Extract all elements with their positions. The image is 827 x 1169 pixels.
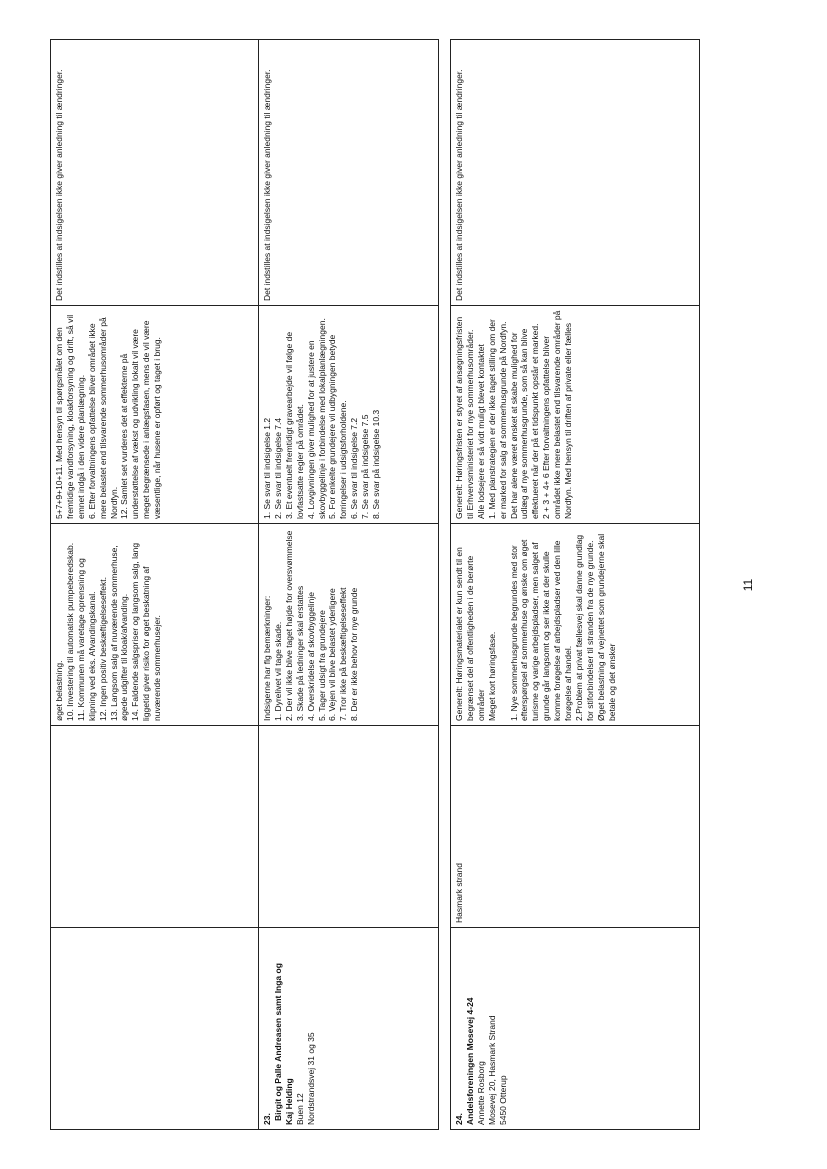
recommendation-cell: Det indstilles at indsigelsen ikke giver anledning til ændringer. <box>259 40 439 306</box>
objector-names: 24. Andelsforeningen Mosevej 4-24 <box>454 997 475 1125</box>
table-row <box>259 40 439 1130</box>
area-cell: Hasmark strand <box>451 726 700 928</box>
remarks-cell: øget belastning. 10. Investering til automatisk pumpeberedskab. 11. Kommunen må varetage oprensning og klipning ved eks. Afvandingskanal. 12. Ingen positiv beskæftigelseseffekt. 13. Langsom salg af nuværende sommerhuse, øgede udgifter til kloak/afvanding. 14. Faldende salgspriser og langsom salg, lang liggetid giver risiko for øget beskatning af nuværende sommerhusejer. <box>51 524 259 726</box>
objector-number: 23. <box>262 1113 272 1125</box>
recommendation-cell: Det indstilles at indsigelsen ikke giver anledning til ændringer. <box>451 40 700 306</box>
remarks-cell: Indsigerne har flg bemærkninger: 1. Dyrelivet vil tage skade. 2. Der vil ikke blive taget højde for oversvømmelse 3. Skade på ledninger skal erstattes 4. Overskridelse af skovbyggelinje 5. Tager udsigt fra grundejere 6. Vejen vil blive belastet yderligere 7. Tror ikke på beskæftigelseseffekt 8. Der er ikke behov for nye grunde <box>259 524 439 726</box>
hearing-table-bottom <box>450 39 700 1130</box>
area-cell <box>259 726 439 928</box>
name-cell <box>451 928 700 1130</box>
response-cell: 1. Se svar til indsigelse 1.2 2. Se svar til indsigelse 7.4 3. Et eventuelt fremtidigt gravearbejde vil følge de lovfastsatte regler på området. 4. Lovgivningen giver mulighed for at justere en skovbyggelinje i forbindelse med lokalplanlægningen. 5. For enkelte grundejere vil udbygningen betyde forringelser i udsigtsforholdene. 6. Se svar til indsigelse 7.2 7. Se svar på indsigelse 7.5 8. Se svar på indsigelse 10.3 <box>259 306 439 524</box>
rotated-page-content <box>50 40 730 1130</box>
remarks-cell: Generelt: Høringsmaterialet er kun sendt til en begrænset del af offentligheden i de berørte områder Meget kort høringsfase. 1. Nye sommerhusgrunde begrundes med stor efterspørgsel af sommerhuse og ønske om øget turisme og varige arbejdspladser, men salget af grunde går langsomt og ser ikke at der skulle komme forøgelse af arbejdspladser ved den lille forøgelse af handel. 2.Problem at privat fællesvej skal danne grundlag for stiforbindelser til stranden fra de nye grunde. Øget belastning af vejnettet som grundejerne skal betale og det ønsker <box>451 524 700 726</box>
objector-names: Birgit og Palle Andreasen samt Inga og <box>272 963 283 1121</box>
objector-address: Buen 12 Nordstrandsvej 31 og 35 <box>294 1032 316 1125</box>
area-cell <box>51 726 259 928</box>
table-row <box>451 40 700 1130</box>
page-number: 11 <box>741 578 755 592</box>
recommendation-cell: Det indstilles at indsigelsen ikke giver anledning til ændringer. <box>51 40 259 306</box>
name-cell <box>259 928 439 1130</box>
objector-address: Annette Rosborg Mosevej 20, Hasmark Strand 5450 Otterup <box>475 1015 508 1125</box>
objector-names-2: Kaj Helding <box>283 1078 294 1125</box>
response-cell: Generelt: Høringsfristen er styret af ansøgningsfristen til Erhvervsministeriet for nye sommerhusområder. Alle lodsejere er så vidt muligt blevet kontaktet 1. Med planstrategien er der ikke taget stilling om der er marked for salg af sommerhusgrunde på Nordfyn. Det har alene været ønsket at skabe mulighed for udlæg af nye sommerhusgrunde, som så kan blive effektueret når der på et tidspunkt opstår et marked. 2 + 3 + 4+ 6 Efter forvaltningens opfattelse bliver området ikke mere belastet end tilsvarende områder på Nordfyn. Med hensyn til driften af private eller fælles <box>451 306 700 524</box>
hearing-table-top <box>50 39 439 1130</box>
response-cell: 5+7+9+10+11. Med hensyn til spørgsmålet om den fremtidige vandforsyning, kloakforsyning og drift, så vil emnet indgå i den videre planlægning. 6. Efter forvaltningens opfattelse bliver området ikke mere belastet end tilsvarende sommerhusområder på Nordfyn. 12. Samlet set vurderes det at effekterne på understøttelse af vækst og udvikling lokalt vil være meget begrænsede i anlægsfasen, mens de vil være væsentlige, når husene er opført og taget i brug. <box>51 306 259 524</box>
table-row <box>51 40 259 1130</box>
name-cell <box>51 928 259 1130</box>
